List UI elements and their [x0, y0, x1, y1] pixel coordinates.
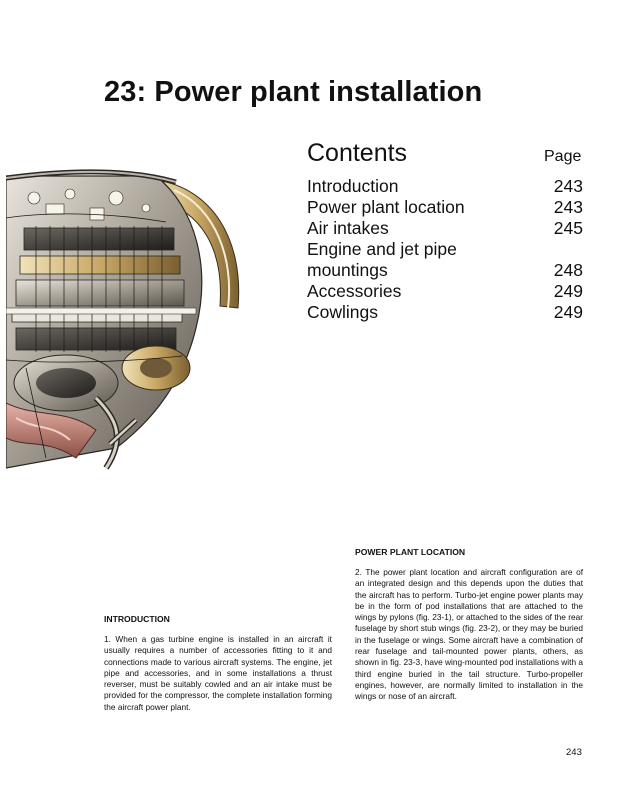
introduction-heading: INTRODUCTION: [104, 614, 170, 624]
page-number: 243: [566, 747, 582, 758]
toc-title: Power plant location: [307, 197, 465, 217]
toc-title: Engine and jet pipe: [307, 239, 457, 259]
toc-entry: [307, 197, 583, 218]
toc-title: Accessories: [307, 281, 402, 301]
toc-entry: [307, 281, 583, 302]
engine-cutaway-illustration: [6, 168, 246, 476]
toc-entry: [307, 302, 583, 323]
toc-title: mountings: [307, 260, 388, 280]
toc-entry: [307, 260, 583, 281]
toc-title: Cowlings: [307, 302, 378, 322]
toc-page: 245: [553, 218, 583, 238]
chapter-title: 23: Power plant installation: [104, 76, 483, 108]
toc-page: 243: [553, 176, 583, 196]
power-plant-location-paragraph: 2. The power plant location and aircraft configuration are of an integrated design and this depends upon the duties that the aircraft has to perform. Turbo-jet engine power plants may be in the form of pod installations that are attached to the wings by pylons (fig. 23-1), or attached to the sides of the rear fuselage by short stub wings (fig. 23-2), or they may be buried in the fuselage or wings. Some aircraft have a combination of rear fuselage and tail-mounted power plants, others, as shown in fig. 23-3, have wing-mounted pod installations with a third engine buried in the tail structure. Turbo-propeller engines, however, are normally limited to installation in the wings or nose of an aircraft.: [355, 567, 583, 702]
toc-entry: [307, 218, 583, 239]
toc-page: 243: [553, 197, 583, 217]
toc-entry: [307, 239, 583, 260]
contents-page-heading: Page: [544, 148, 582, 165]
contents-heading: Contents: [307, 139, 408, 167]
toc-page: 249: [553, 302, 583, 322]
toc-title: Air intakes: [307, 218, 389, 238]
table-of-contents: [307, 176, 583, 323]
toc-entry: [307, 176, 583, 197]
toc-title: Introduction: [307, 176, 399, 196]
power-plant-location-heading: POWER PLANT LOCATION: [355, 547, 466, 557]
introduction-paragraph: 1. When a gas turbine engine is installed in an aircraft it usually requires a number of accessories fitting to it and connections made to various aircraft systems. The engine, jet pipe and accessories, and in some installations a thrust reverser, must be suitably cowled and an air intake must be provided for the compressor, the complete installation forming the aircraft power plant.: [104, 634, 332, 712]
toc-page: 249: [553, 281, 583, 301]
toc-page: 248: [553, 260, 583, 280]
